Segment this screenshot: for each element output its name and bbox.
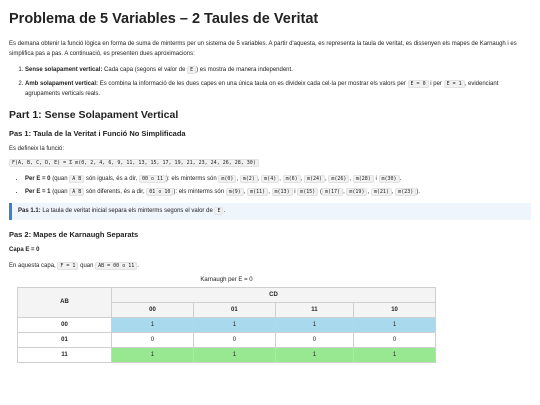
column-header: 01 xyxy=(193,303,275,318)
minterm-code: m(2) xyxy=(240,175,258,183)
table-row xyxy=(18,318,436,333)
function-intro: Es defineix la funció: xyxy=(9,146,65,153)
minterm-code: m(15) xyxy=(297,188,318,196)
text: quan xyxy=(78,263,96,270)
column-header: 10 xyxy=(354,303,436,318)
text: (quan xyxy=(50,189,70,196)
kmap-cell: 0 xyxy=(112,333,194,348)
section-title: Part 1: Sense Solapament Vertical xyxy=(9,108,179,121)
minterm-code: m(23) xyxy=(395,188,416,196)
minterm-code: m(19) xyxy=(346,188,367,196)
note-text: La taula de veritat inicial separa els minterms segons el valor de xyxy=(40,208,215,215)
text: ): els minterms són xyxy=(166,176,219,183)
approach-text: i per xyxy=(428,81,444,88)
inline-code: E = 1 xyxy=(444,80,465,88)
step-title: Pas 1: Taula de la Veritat i Funció No Simplificada xyxy=(9,129,186,139)
kmap-cell: 0 xyxy=(354,333,436,348)
text: són iguals, és a dir, xyxy=(84,176,139,183)
kmap-cell: 1 xyxy=(275,318,353,333)
row-label: 11 xyxy=(18,348,112,363)
note-label: Pas 1.1: xyxy=(18,208,41,215)
inline-code: A B xyxy=(69,188,84,196)
minterm-item-e1: • Per E = 1 (quan A B són diferents, és a dir, 01 o 10 ): els minterms són m(9) , m(11) , m(13) i m(15) ( m(17) , m(19) , m(21) , m(23) ). xyxy=(25,188,531,197)
minterm-code: m(13) xyxy=(272,188,293,196)
kmap-cell: 1 xyxy=(193,348,275,363)
note-callout: Pas 1.1: La taula de veritat inicial separa els minterms segons el valor de E . xyxy=(9,203,531,220)
kmap-cell: 1 xyxy=(112,348,194,363)
step-title: Pas 2: Mapes de Karnaugh Separats xyxy=(9,230,139,240)
minterm-code: m(28) xyxy=(353,175,374,183)
minterm-code: m(6) xyxy=(283,175,301,183)
minterm-code: m(26) xyxy=(328,175,349,183)
inline-code: E = 0 xyxy=(408,80,429,88)
table-row xyxy=(18,333,436,348)
approach-title: Amb solapament vertical: xyxy=(25,81,99,88)
minterm-item-e0: • Per E = 0 (quan A B són iguals, és a dir, 00 o 11 ): els minterms són m(0) , m(2) , m(4) , m(6) , m(24) , m(26) , m(28) i m(30) . xyxy=(25,175,531,184)
layer-title: Capa E = 0 xyxy=(9,247,40,254)
text: En aquesta capa, xyxy=(9,263,58,270)
page-title: Problema de 5 Variables – 2 Taules de Veritat xyxy=(9,11,319,27)
row-header: AB xyxy=(18,288,112,318)
minterm-code: m(21) xyxy=(371,188,392,196)
karnaugh-map-table xyxy=(17,287,436,363)
minterm-code: m(4) xyxy=(261,175,279,183)
minterm-code: m(0) xyxy=(218,175,236,183)
minterm-code: m(30) xyxy=(379,175,400,183)
approach-item xyxy=(25,66,531,75)
inline-code: AB = 00 o 11 xyxy=(95,262,137,270)
minterm-list xyxy=(25,175,531,197)
approach-text: Es combina la informació de les dues capes en una única taula on es divideix cada cel·la per mostrar els valors per xyxy=(98,81,408,88)
inline-code: 01 o 10 xyxy=(146,188,173,196)
inline-code: E xyxy=(214,207,223,215)
column-group-header: CD xyxy=(112,288,436,303)
row-label: 00 xyxy=(18,318,112,333)
minterm-code: m(11) xyxy=(247,188,268,196)
inline-code: 00 o 11 xyxy=(139,175,166,183)
function-definition xyxy=(9,159,531,168)
minterm-code: m(17) xyxy=(322,188,343,196)
minterm-label: Per E = 1 xyxy=(25,189,51,196)
minterm-code: m(24) xyxy=(304,175,325,183)
column-header: 11 xyxy=(275,303,353,318)
text: són diferents, és a dir, xyxy=(84,189,147,196)
kmap-cell: 0 xyxy=(193,333,275,348)
approaches-list xyxy=(25,66,531,99)
table-row xyxy=(18,348,436,363)
approach-text: ) es mostra de manera independent. xyxy=(196,66,293,73)
kmap-cell: 1 xyxy=(275,348,353,363)
approach-text: Cada capa (segons el valor de xyxy=(102,66,188,73)
text: . xyxy=(137,263,139,270)
inline-code: F = 1 xyxy=(57,262,78,270)
approach-text: , evidenciant agrupaments verticals reals. xyxy=(25,81,499,97)
minterm-label: Per E = 0 xyxy=(25,176,51,183)
approach-item xyxy=(25,80,531,99)
inline-code: E xyxy=(187,66,196,74)
minterm-code: m(9) xyxy=(226,188,244,196)
intro-paragraph: Es demana obtenir la funció lògica en forma de suma de minterms per un sistema de 5 variables. A partir d'aquesta, es representa la taula de veritat, es dissenyen els mapes de Karnaugh i es simplifica pas a pas. A continuació, es presenten dues aproximacions: xyxy=(9,41,517,57)
layer-description xyxy=(9,262,531,271)
kmap-cell: 1 xyxy=(354,348,436,363)
kmap-cell: 0 xyxy=(275,333,353,348)
text: ): els minterms són xyxy=(173,189,226,196)
function-code: F(A, B, C, D, E) = Σ m(0, 2, 4, 6, 9, 11, 13, 15, 17, 19, 21, 23, 24, 26, 28, 30) xyxy=(9,159,259,167)
kmap-cell: 1 xyxy=(354,318,436,333)
text: (quan xyxy=(50,176,70,183)
inline-code: A B xyxy=(69,175,84,183)
approach-title: Sense solapament vertical: xyxy=(25,66,103,73)
kmap-caption: Karnaugh per E = 0 xyxy=(200,277,253,284)
column-header: 00 xyxy=(112,303,194,318)
row-label: 01 xyxy=(18,333,112,348)
kmap-cell: 1 xyxy=(193,318,275,333)
kmap-cell: 1 xyxy=(112,318,194,333)
